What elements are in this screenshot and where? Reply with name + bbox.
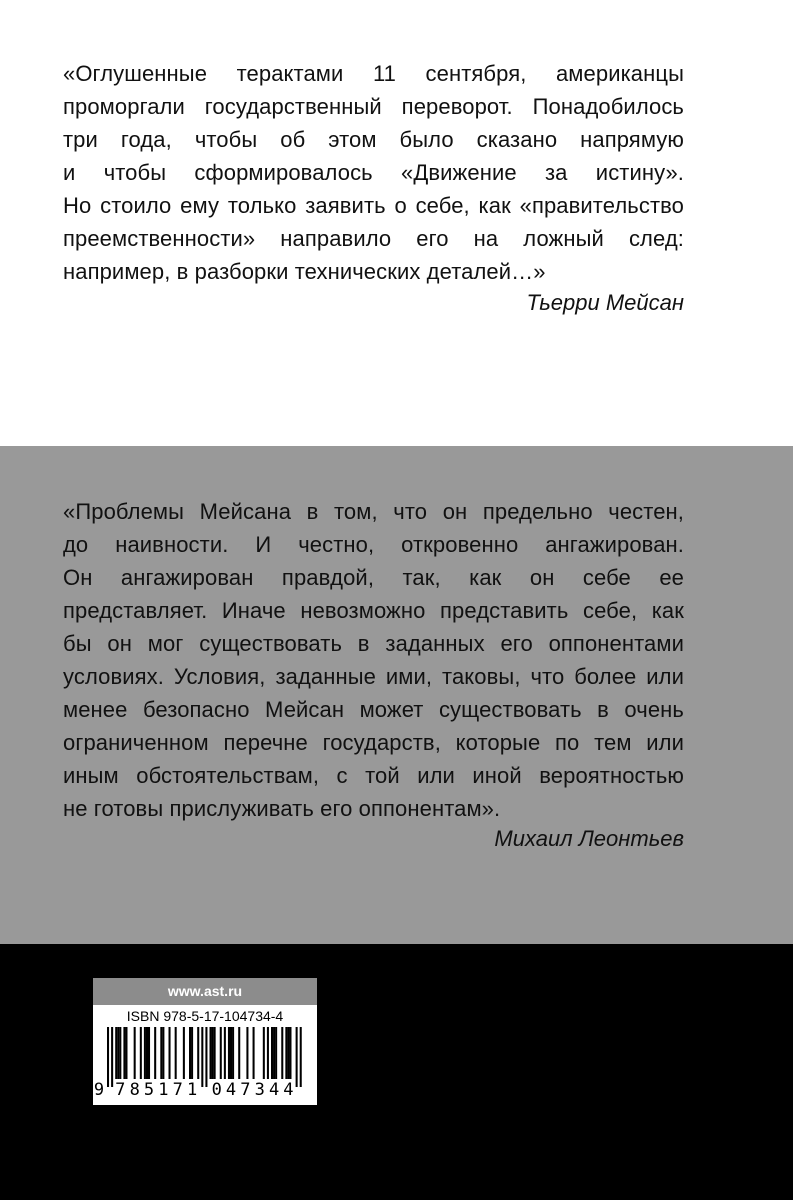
quote-line: например, в разборки технических деталей…»: [63, 259, 546, 284]
barcode-bar: [146, 1027, 148, 1079]
barcode-bar: [205, 1027, 207, 1087]
barcode-bar: [154, 1027, 156, 1079]
barcode-bar: [267, 1027, 269, 1079]
publisher-website: www.ast.ru: [93, 978, 317, 1005]
barcode-bar: [246, 1027, 248, 1079]
quote-line: преемственности» направило его на ложный след:: [63, 226, 684, 251]
barcode-digit: 7: [172, 1080, 183, 1100]
quote-line: Он ангажирован правдой, так, как он себе ее: [63, 565, 684, 590]
quote-line: проморгали государственный переворот. Понадобилось: [63, 94, 684, 119]
barcode-digit: 1: [158, 1080, 169, 1100]
isbn-barcode-panel: [93, 1005, 317, 1105]
barcode-bar: [275, 1027, 277, 1079]
quote-author-leontiev: Михаил Леонтьев: [494, 826, 684, 851]
quote-line: три года, чтобы об этом было сказано напрямую: [63, 127, 684, 152]
barcode-bar: [300, 1027, 302, 1087]
quote-line: до наивности. И честно, откровенно ангажирован.: [63, 532, 684, 557]
barcode-bar: [160, 1027, 162, 1079]
quote-meyssan: [63, 57, 684, 288]
barcode-bar: [169, 1027, 171, 1079]
barcode-bar: [111, 1027, 113, 1087]
quote-author-meyssan: Тьерри Мейсан: [526, 290, 684, 315]
barcode-digit: 4: [268, 1080, 280, 1100]
barcode-bar: [117, 1027, 119, 1079]
barcode-bar: [107, 1027, 109, 1087]
barcode-digit: 9: [93, 1080, 105, 1100]
barcode-bar: [148, 1027, 150, 1079]
barcode-bar: [125, 1027, 127, 1079]
quote-line: менее безопасно Мейсан может существовать в очень: [63, 697, 684, 722]
barcode-bar: [285, 1027, 287, 1079]
barcode-bar: [162, 1027, 164, 1079]
quote-line: не готовы прислуживать его оппонентам».: [63, 796, 501, 821]
quote-line: «Оглушенные терактами 11 сентября, американцы: [63, 61, 684, 86]
barcode-bar: [228, 1027, 230, 1079]
quote-line: «Проблемы Мейсана в том, что он предельно честен,: [63, 499, 684, 524]
quote-line: бы он мог существовать в заданных его оппонентами: [63, 631, 684, 656]
barcode-bar: [210, 1027, 212, 1079]
barcode-bar: [253, 1027, 255, 1079]
barcode-bar: [271, 1027, 273, 1079]
barcode-digit: 7: [115, 1080, 126, 1100]
quote-line: представляет. Иначе невозможно представить себе, как: [63, 598, 684, 623]
barcode-bar: [189, 1027, 191, 1079]
barcode-digits: [94, 1080, 294, 1100]
quote-leontiev: [63, 495, 684, 825]
barcode-bar: [220, 1027, 222, 1079]
barcode-bar: [289, 1027, 291, 1079]
barcode-bar: [281, 1027, 283, 1079]
barcode-digit: 7: [240, 1080, 251, 1100]
barcode-bar: [119, 1027, 121, 1079]
barcode-bar: [232, 1027, 234, 1079]
quote-line: Но стоило ему только заявить о себе, как «правительство: [63, 193, 684, 218]
quote-line: иным обстоятельствам, с той или иной вероятностью: [63, 763, 684, 788]
barcode-bar: [134, 1027, 136, 1079]
barcode-bar: [115, 1027, 117, 1079]
barcode-bar: [183, 1027, 185, 1079]
quote-line: ограниченном перечне государств, которые по тем или: [63, 730, 684, 755]
barcode-bars: [107, 1027, 302, 1087]
quote-line: условиях. Условия, заданные ими, таковы, что более или: [63, 664, 684, 689]
barcode-bar: [224, 1027, 226, 1079]
barcode-bar: [197, 1027, 199, 1079]
barcode-bar: [263, 1027, 265, 1079]
barcode-digit: 4: [225, 1080, 237, 1100]
barcode-bar: [296, 1027, 298, 1087]
barcode-digit: 3: [254, 1080, 265, 1100]
barcode-bar: [214, 1027, 216, 1079]
barcode-bar: [201, 1027, 203, 1087]
barcode-bar: [123, 1027, 125, 1079]
quote-line: и чтобы сформировалось «Движение за истину».: [63, 160, 684, 185]
barcode-bar: [230, 1027, 232, 1079]
barcode-digit: 0: [211, 1080, 222, 1100]
barcode-bar: [287, 1027, 289, 1079]
barcode-bar: [273, 1027, 275, 1079]
barcode-bar: [212, 1027, 214, 1079]
barcode-bar: [144, 1027, 146, 1079]
barcode-bar: [140, 1027, 142, 1079]
barcode-digit: 8: [129, 1080, 140, 1100]
barcode-bar: [238, 1027, 240, 1079]
isbn-number: ISBN 978-5-17-104734-4: [126, 1008, 284, 1024]
barcode-digit: 1: [186, 1080, 198, 1100]
barcode-bar: [191, 1027, 193, 1079]
barcode-bar: [175, 1027, 177, 1079]
barcode-digit: 4: [283, 1080, 294, 1100]
barcode-digit: 5: [143, 1080, 155, 1100]
